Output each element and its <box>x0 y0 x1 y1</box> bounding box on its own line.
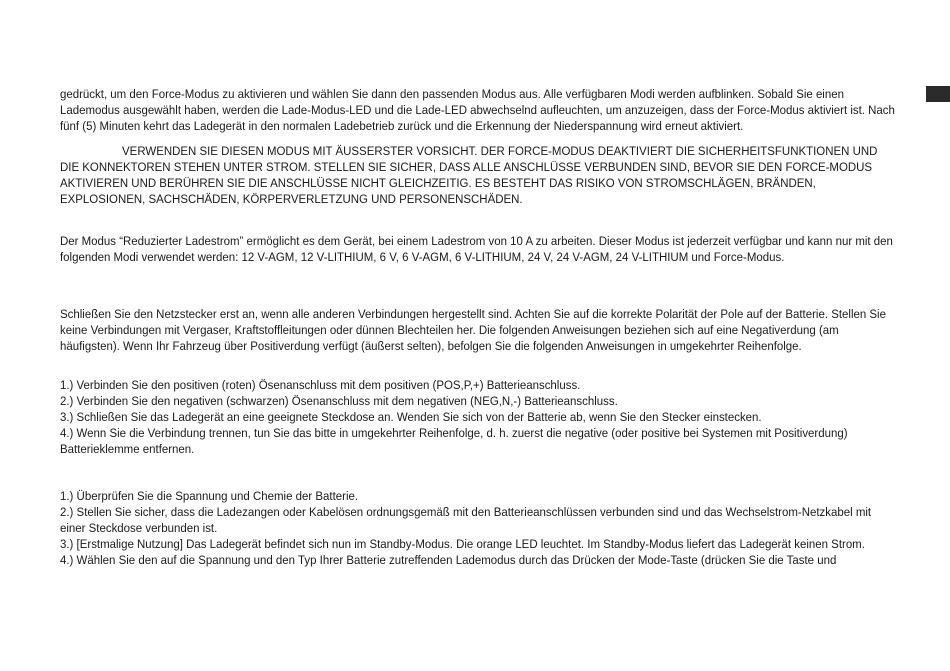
warning-text <box>60 144 878 208</box>
warning-content: VERWENDEN SIE DIESEN MODUS MIT ÄUSSERSTER VORSICHT. DER FORCE-MODUS DEAKTIVIERT DIE SICHERHEITSFUNKTIONEN UND DIE KONNEKTOREN STEHEN UNTER STROM. STELLEN SIE SICHER, DASS ALLE ANSCHLÜSSE VERBUNDEN SIND, BEVOR SIE DEN FORCE-MODUS AKTIVIEREN UND BERÜHREN SIE DIE ANSCHLÜSSE NICHT GLEICHZEITIG. ES BESTEHT DAS RISIKO VON STROMSCHLÄGEN, BRÄNDEN, EXPLOSIONEN, SACHSCHÄDEN, KÖRPERVERLETZUNG UND PERSONENSCHÄDEN. <box>60 144 878 206</box>
list-item: 1.) Überprüfen Sie die Spannung und Chemie der Batterie. <box>60 489 359 503</box>
reduced-current-paragraph <box>60 234 898 266</box>
list-item: 4.) Wenn Sie die Verbindung trennen, tun Sie das bitte in umgekehrter Reihenfolge, d. h. zuerst die negative (oder positive bei Systemen mit Positiverdung) Batterieklemme entfernen. <box>60 425 848 456</box>
page-edge-tab <box>926 86 950 102</box>
reduced-current-text: Der Modus “Reduzierter Ladestrom” ermöglicht es dem Gerät, bei einem Ladestrom von 10 A zu arbeiten. Dieser Modus ist jederzeit verfügbar und kann nur mit den folgenden Modi verwendet werden: 12 V-AGM, 12 V-LITHIUM, 6 V, 6 V-AGM, 6 V-LITHIUM, 24 V, 24 V-AGM, 24 V-LITHIUM und Force-Modus. <box>60 234 893 264</box>
list-item: 3.) [Erstmalige Nutzung] Das Ladegerät befindet sich nun im Standby-Modus. Die orange LED leuchtet. Im Standby-Modus liefert das Ladegerät keinen Strom. <box>60 536 865 551</box>
force-mode-paragraph <box>60 87 906 135</box>
usage-steps-list <box>60 489 898 569</box>
list-item: 3.) Schließen Sie das Ladegerät an eine geeignete Steckdose an. Wenden Sie sich von der Batterie ab, wenn Sie den Stecker einstecken. <box>60 409 762 424</box>
connection-intro-paragraph <box>60 307 898 355</box>
list-item: 2.) Verbinden Sie den negativen (schwarzen) Ösenanschluss mit dem negativen (NEG,N,-) Batterieanschluss. <box>60 393 618 408</box>
force-mode-text: gedrückt, um den Force-Modus zu aktivieren und wählen Sie dann den passenden Modus aus. Alle verfügbaren Modi werden aufblinken. Sobald Sie einen Lademodus ausgewählt haben, werden die Lade-Modus-LED und die Lade-LED abwechselnd aufleuchten, um anzuzeigen, dass der Force-Modus aktiviert ist. Nach fünf (5) Minuten kehrt das Ladegerät in den normalen Ladebetrieb zurück und die Erkennung der Niederspannung wird erneut aktiviert. <box>60 87 895 133</box>
warning-block <box>60 144 878 208</box>
list-item: 1.) Verbinden Sie den positiven (roten) Ösenanschluss mit dem positiven (POS,P,+) Batterieanschluss. <box>60 378 581 392</box>
list-item: 4.) Wählen Sie den auf die Spannung und den Typ Ihrer Batterie zutreffenden Lademodus durch das Drücken der Mode-Taste (drücken Sie die Taste und <box>60 552 837 567</box>
list-item: 2.) Stellen Sie sicher, dass die Ladezangen oder Kabelösen ordnungsgemäß mit den Batterieanschlüssen verbunden sind und das Wechselstrom-Netzkabel mit einer Steckdose verbunden ist. <box>60 504 872 535</box>
connection-steps-list <box>60 378 911 458</box>
connection-intro-text: Schließen Sie den Netzstecker erst an, wenn alle anderen Verbindungen hergestellt sind. Achten Sie auf die korrekte Polarität der Pole auf der Batterie. Stellen Sie keine Verbindungen mit Vergaser, Kraftstoffleitungen oder dünnen Blechteilen her. Die folgenden Anweisungen beziehen sich auf eine Negativerdung (am häufigsten). Wenn Ihr Fahrzeug über Positiverdung verfügt (äußerst selten), befolgen Sie die folgenden Anweisungen in umgekehrter Reihenfolge. <box>60 307 886 353</box>
